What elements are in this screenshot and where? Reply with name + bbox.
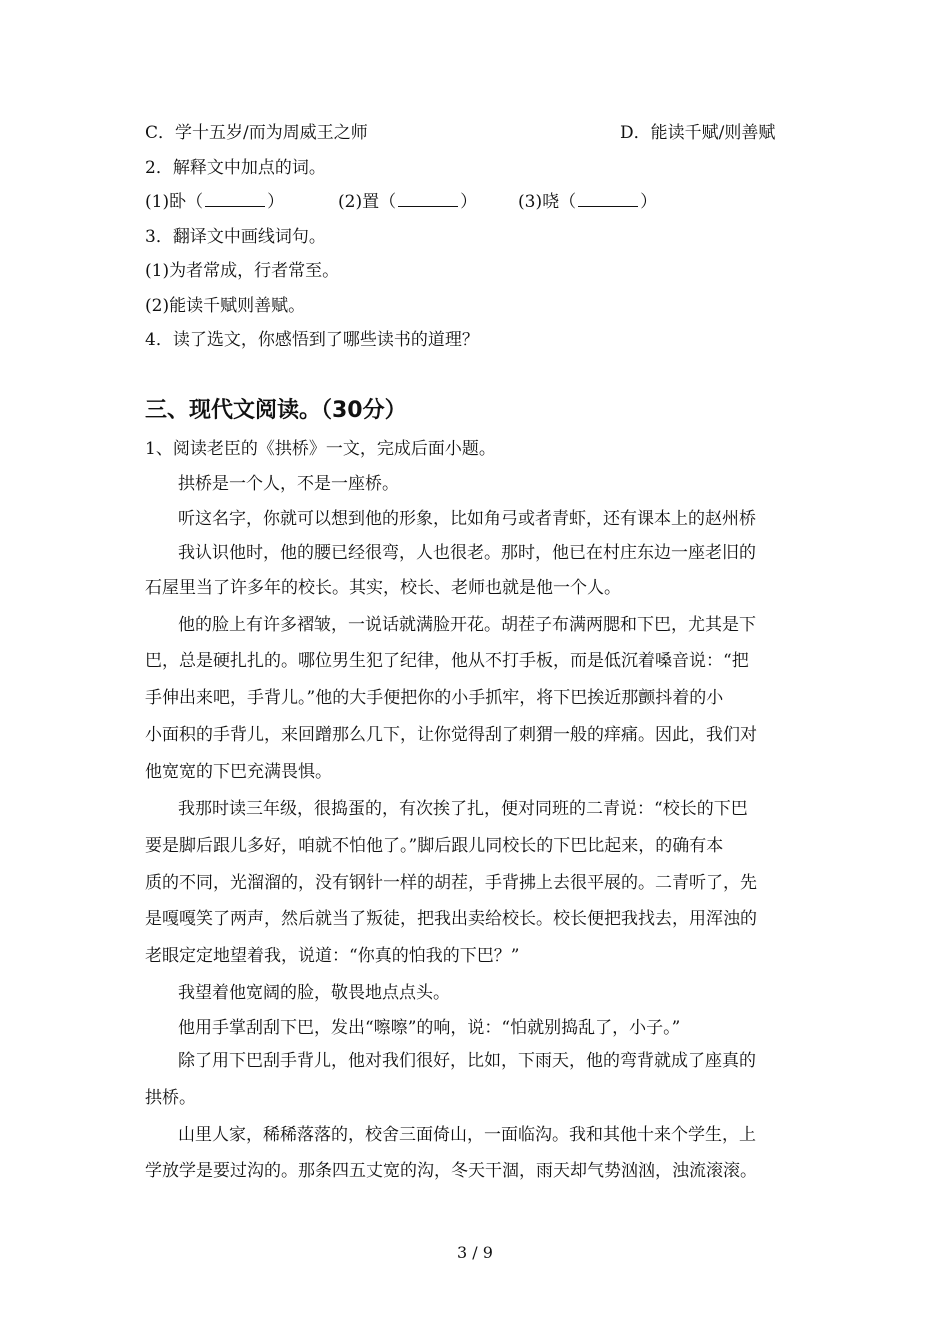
passage-line: 我认识他时，他的腰已经很弯，人也很老。那时，他已在村庄东边一座老旧的 — [178, 543, 756, 563]
answer-blank — [398, 192, 458, 207]
option-d: D．能读千赋/则善赋 — [620, 123, 776, 143]
option-c: C．学十五岁/而为周威王之师 — [145, 123, 368, 143]
question-3-1: (1)为者常成，行者常至。 — [145, 261, 340, 281]
passage-line: 老眼定定地望着我，说道：“你真的怕我的下巴？” — [145, 946, 520, 966]
passage-line: 要是脚后跟儿多好，咱就不怕他了。”脚后跟儿同校长的下巴比起来，的确有本 — [145, 836, 724, 856]
passage-line: 拱桥是一个人，不是一座桥。 — [178, 474, 399, 494]
q2-item-3: (3)哓（ ） — [518, 192, 658, 212]
answer-blank — [578, 192, 638, 207]
section-intro: 1、阅读老臣的《拱桥》一文，完成后面小题。 — [145, 439, 496, 459]
passage-line: 学放学是要过沟的。那条四五丈宽的沟，冬天干涸，雨天却气势汹汹，浊流滚滚。 — [145, 1161, 757, 1181]
question-2-items — [145, 191, 815, 213]
passage-line: 是嘎嘎笑了两声，然后就当了叛徒，把我出卖给校长。校长便把我找去，用浑浊的 — [145, 909, 757, 929]
q2-item-2: (2)置（ ） — [338, 192, 478, 212]
passage-line: 我望着他宽阔的脸，敬畏地点点头。 — [178, 983, 450, 1003]
options-row — [145, 122, 815, 144]
section-heading: 三、现代文阅读。（30分） — [145, 398, 407, 423]
question-3: 3．翻译文中画线词句。 — [145, 227, 326, 247]
passage-line: 质的不同，光溜溜的，没有钢针一样的胡茬，手背拂上去很平展的。二青听了，先 — [145, 873, 757, 893]
passage-line: 拱桥。 — [145, 1088, 196, 1108]
passage-line: 我那时读三年级，很捣蛋的，有次挨了扎，便对同班的二青说：“校长的下巴 — [178, 799, 748, 819]
question-2: 2．解释文中加点的词。 — [145, 158, 326, 178]
question-3-2: (2)能读千赋则善赋。 — [145, 296, 306, 316]
passage-line: 石屋里当了许多年的校长。其实，校长、老师也就是他一个人。 — [145, 578, 621, 598]
page-number: 3 / 9 — [457, 1243, 493, 1262]
passage-line: 他的脸上有许多褶皱，一说话就满脸开花。胡茬子布满两腮和下巴，尤其是下 — [178, 615, 756, 635]
answer-blank — [205, 192, 265, 207]
passage-line: 山里人家，稀稀落落的，校舍三面倚山，一面临沟。我和其他十来个学生，上 — [178, 1125, 756, 1145]
passage-line: 巴，总是硬扎扎的。哪位男生犯了纪律，他从不打手板，而是低沉着嗓音说：“把 — [145, 651, 749, 671]
passage-line: 除了用下巴刮手背儿，他对我们很好，比如，下雨天，他的弯背就成了座真的 — [178, 1051, 756, 1071]
passage-line: 他宽宽的下巴充满畏惧。 — [145, 762, 332, 782]
passage-line: 听这名字，你就可以想到他的形象，比如角弓或者青虾，还有课本上的赵州桥 — [178, 509, 756, 529]
question-4: 4．读了选文，你感悟到了哪些读书的道理？ — [145, 330, 479, 350]
q2-item-1: (1)卧（ ） — [145, 192, 285, 212]
passage-line: 他用手掌刮刮下巴，发出“嚓嚓”的响，说：“怕就别捣乱了，小子。” — [178, 1018, 681, 1038]
passage-line: 小面积的手背儿，来回蹭那么几下，让你觉得刮了刺猬一般的痒痛。因此，我们对 — [145, 725, 757, 745]
passage-line: 手伸出来吧，手背儿。”他的大手便把你的小手抓牢，将下巴挨近那颤抖着的小 — [145, 688, 724, 708]
